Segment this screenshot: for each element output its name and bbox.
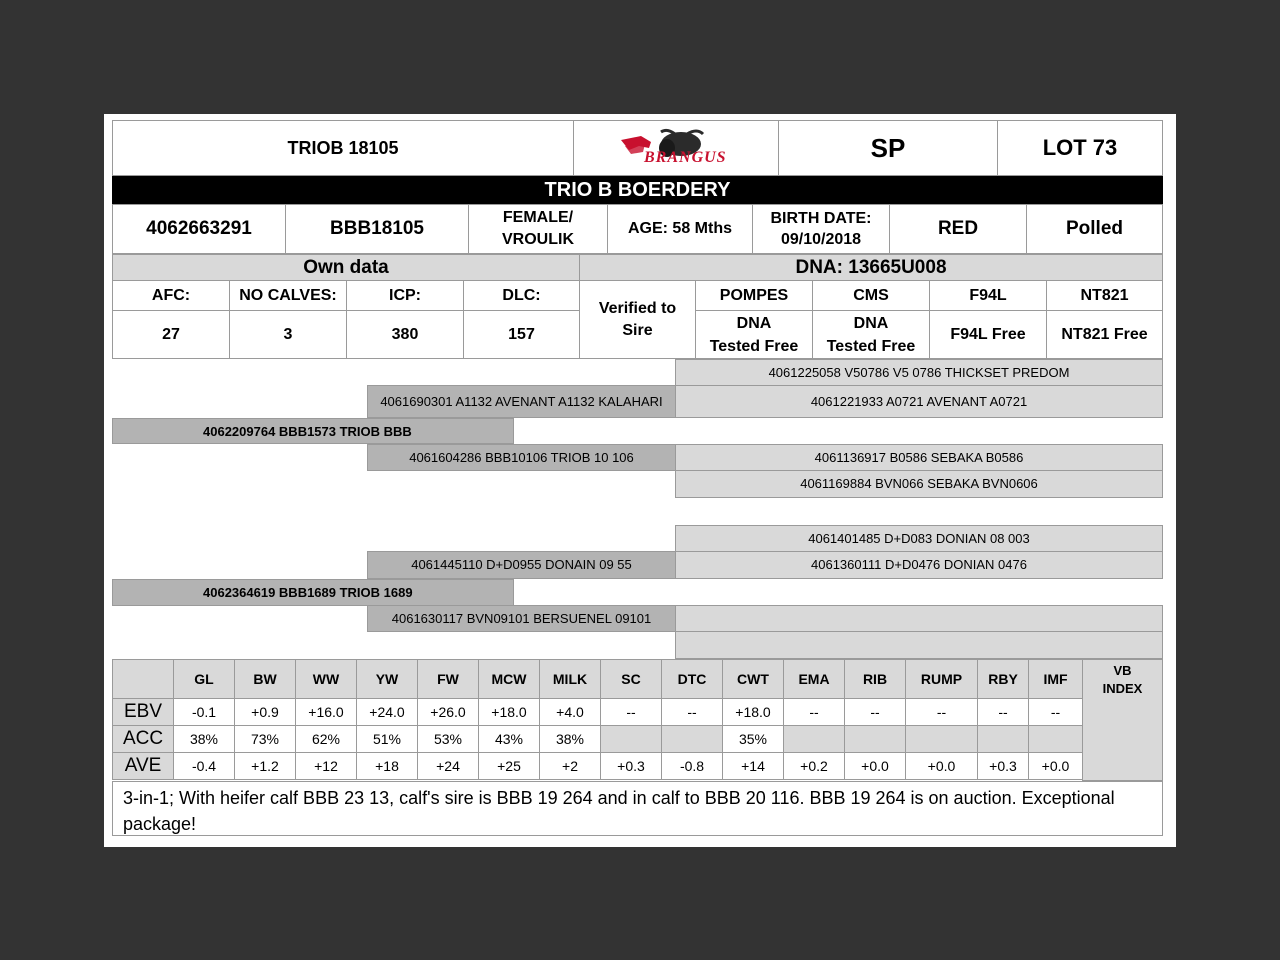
ebv-cell-acc-imf [1028,725,1083,753]
ebv-cell-acc-dtc [661,725,723,753]
ebv-cell-acc-cwt: 35% [722,725,784,753]
pedigree-ss: 4061690301 A1132 AVENANT A1132 KALAHARI [367,385,676,418]
ebv-cell-ebv-imf: -- [1028,698,1083,726]
pompes-label: POMPES [695,280,813,311]
ebv-cell-ave-imf: +0.0 [1028,752,1083,780]
ebv-cell-ebv-fw: +26.0 [417,698,479,726]
ebv-cell-ave-cwt: +14 [722,752,784,780]
ebv-cell-ave-mcw: +25 [478,752,540,780]
grade: SP [778,120,998,176]
ebv-cell-ebv-mcw: +18.0 [478,698,540,726]
animal-id: 4062663291 [112,204,286,254]
ebv-cell-ebv-rump: -- [905,698,978,726]
nt821-result: NT821 Free [1046,310,1163,359]
ebv-cell-ave-milk: +2 [539,752,601,780]
f94l-label: F94L [929,280,1047,311]
ebv-cell-acc-ema [783,725,845,753]
ebv-header-corner [112,659,174,699]
animal-name: TRIOB 18105 [112,120,574,176]
ebv-cell-acc-rby [977,725,1029,753]
pedigree-ds: 4061445110 D+D0955 DONAIN 09 55 [367,551,676,579]
animal-sex: FEMALE/ VROULIK [468,204,608,254]
pedigree-dds [675,605,1163,632]
ebv-header-rby: RBY [977,659,1029,699]
ebv-cell-acc-gl: 38% [173,725,235,753]
vb-index-line2: INDEX [1102,681,1143,696]
ebv-cell-ebv-gl: -0.1 [173,698,235,726]
own-data-header: Own data [112,254,580,281]
ebv-cell-acc-sc [600,725,662,753]
ebv-cell-ebv-dtc: -- [661,698,723,726]
pedigree-dam: 4062364619 BBB1689 TRIOB 1689 [112,579,514,606]
ebv-cell-ave-rump: +0.0 [905,752,978,780]
cms-result: DNA Tested Free [812,310,930,359]
verified-to-sire: Verified to Sire [579,280,696,359]
ebv-header-ema: EMA [783,659,845,699]
ebv-header-yw: YW [356,659,418,699]
breeder-bar [112,176,1163,204]
f94l-result: F94L Free [929,310,1047,359]
ebv-header-bw: BW [234,659,296,699]
pedigree-sds: 4061136917 B0586 SEBAKA B0586 [675,444,1163,471]
ebv-cell-ebv-rby: -- [977,698,1029,726]
icp-value: 380 [346,310,464,359]
pedigree-sd: 4061604286 BBB10106 TRIOB 10 106 [367,444,676,471]
ebv-cell-acc-rib [844,725,906,753]
vb-index [1082,659,1163,781]
dlc-label: DLC: [463,280,580,311]
afc-value: 27 [112,310,230,359]
brangus-logo [573,120,779,176]
ebv-header-gl: GL [173,659,235,699]
vb-index-line1: VB [1113,663,1132,678]
ebv-cell-ebv-milk: +4.0 [539,698,601,726]
icp-label: ICP: [346,280,464,311]
ebv-header-milk: MILK [539,659,601,699]
ebv-row-label: EBV [112,698,174,726]
ebv-header-rib: RIB [844,659,906,699]
no-calves-label: NO CALVES: [229,280,347,311]
ebv-row-label: ACC [112,725,174,753]
ebv-header-rump: RUMP [905,659,978,699]
breeder-name: TRIO B BOERDERY [544,178,731,201]
ebv-cell-acc-yw: 51% [356,725,418,753]
ebv-cell-ave-fw: +24 [417,752,479,780]
pedigree-ssd: 4061221933 A0721 AVENANT A0721 [675,385,1163,418]
ebv-cell-ave-dtc: -0.8 [661,752,723,780]
dlc-value: 157 [463,310,580,359]
ebv-header-fw: FW [417,659,479,699]
ebv-cell-ebv-rib: -- [844,698,906,726]
animal-age: AGE: 58 Mths [607,204,753,254]
ebv-header-sc: SC [600,659,662,699]
ebv-cell-ebv-ema: -- [783,698,845,726]
dna-header: DNA: 13665U008 [579,254,1163,281]
ebv-row-label: AVE [112,752,174,780]
birth-date: BIRTH DATE: 09/10/2018 [752,204,890,254]
pedigree-sire: 4062209764 BBB1573 TRIOB BBB [112,418,514,444]
ebv-cell-ave-sc: +0.3 [600,752,662,780]
pompes-result: DNA Tested Free [695,310,813,359]
pedigree-dd: 4061630117 BVN09101 BERSUENEL 09101 [367,605,676,632]
ebv-header-imf: IMF [1028,659,1083,699]
ebv-cell-acc-ww: 62% [295,725,357,753]
pedigree-sss: 4061225058 V50786 V5 0786 THICKSET PREDOM [675,359,1163,386]
ebv-cell-ave-bw: +1.2 [234,752,296,780]
pedigree-dss: 4061401485 D+D083 DONIAN 08 003 [675,525,1163,552]
nt821-label: NT821 [1046,280,1163,311]
ebv-header-cwt: CWT [722,659,784,699]
lot-comment: 3-in-1; With heifer calf BBB 23 13, calf's sire is BBB 19 264 and in calf to BBB 20 116. BBB 19 264 is on auction. Exceptional package! [112,781,1163,836]
animal-color: RED [889,204,1027,254]
animal-tag: BBB18105 [285,204,469,254]
ebv-cell-acc-milk: 38% [539,725,601,753]
no-calves-value: 3 [229,310,347,359]
ebv-cell-ave-ww: +12 [295,752,357,780]
ebv-cell-ave-rby: +0.3 [977,752,1029,780]
ebv-header-ww: WW [295,659,357,699]
ebv-cell-acc-bw: 73% [234,725,296,753]
ebv-header-mcw: MCW [478,659,540,699]
ebv-cell-ave-gl: -0.4 [173,752,235,780]
ebv-cell-ave-ema: +0.2 [783,752,845,780]
horn-status: Polled [1026,204,1163,254]
ebv-cell-ebv-cwt: +18.0 [722,698,784,726]
ebv-cell-acc-mcw: 43% [478,725,540,753]
lot-card [104,114,1176,847]
afc-label: AFC: [112,280,230,311]
ebv-cell-ebv-ww: +16.0 [295,698,357,726]
pedigree-dsd: 4061360111 D+D0476 DONIAN 0476 [675,551,1163,579]
pedigree-ddd [675,631,1163,659]
ebv-cell-ave-yw: +18 [356,752,418,780]
ebv-cell-ebv-sc: -- [600,698,662,726]
pedigree-sdd: 4061169884 BVN066 SEBAKA BVN0606 [675,470,1163,498]
ebv-cell-acc-fw: 53% [417,725,479,753]
ebv-cell-acc-rump [905,725,978,753]
brand-name: BRANGUS [644,149,727,166]
ebv-cell-ave-rib: +0.0 [844,752,906,780]
lot-number: LOT 73 [997,120,1163,176]
ebv-cell-ebv-yw: +24.0 [356,698,418,726]
cms-label: CMS [812,280,930,311]
ebv-header-dtc: DTC [661,659,723,699]
ebv-cell-ebv-bw: +0.9 [234,698,296,726]
